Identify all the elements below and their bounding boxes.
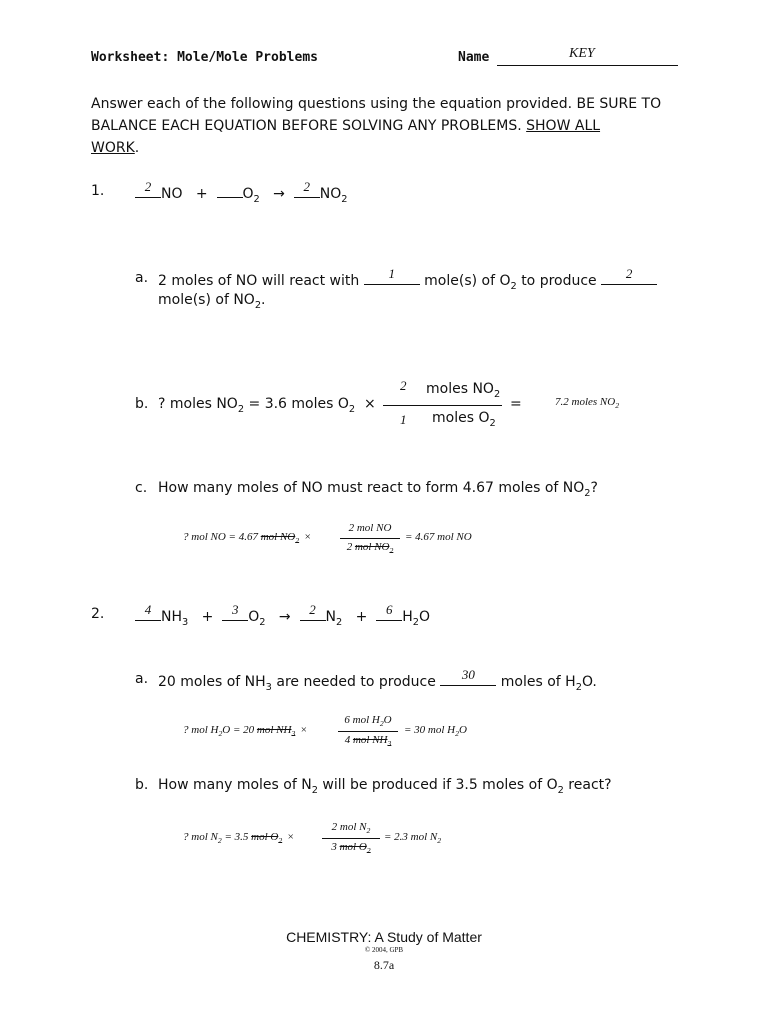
q1b-label: b. bbox=[135, 396, 149, 412]
q2b-question bbox=[158, 777, 612, 796]
q1a-answer-1: 1 bbox=[364, 270, 420, 285]
q2-species-2: O bbox=[248, 609, 260, 625]
q2a-den-coef: 4 bbox=[344, 734, 351, 746]
instructions-line-2-text: BALANCE EACH EQUATION BEFORE SOLVING ANY PROBLEMS. bbox=[91, 118, 527, 134]
q1b-mid-sub: 2 bbox=[348, 403, 356, 415]
q1b-fraction-bar bbox=[383, 405, 502, 406]
q2b-part-3: react? bbox=[568, 777, 612, 793]
q1-species-3-sub: 2 bbox=[341, 193, 348, 205]
q1c-den bbox=[340, 541, 400, 555]
q1b-result bbox=[555, 396, 619, 410]
q1c-num: 2 mol NO bbox=[348, 522, 392, 534]
q1a-no2-sub: 2 bbox=[254, 299, 262, 311]
q2-species-4: H bbox=[402, 609, 413, 625]
q2b-o2-sub: 2 bbox=[557, 784, 564, 796]
q2-species-3-sub: 2 bbox=[335, 616, 343, 628]
q1b-lhs-text: ? moles NO bbox=[158, 396, 238, 412]
q2-coef-4: 6 bbox=[376, 606, 402, 621]
q2a-den-strike: mol $NH_3$ bbox=[352, 734, 392, 749]
q2a-den bbox=[338, 734, 398, 748]
q1c-calc-strike: mol $NO_2$ bbox=[260, 531, 300, 546]
q2a-part-3: moles of H bbox=[500, 674, 576, 690]
q2b-num: 2 mol $N_2$ bbox=[331, 821, 371, 836]
q2a-result: = 30 mol $H_2O$ bbox=[404, 724, 467, 739]
name-label: Name bbox=[458, 50, 490, 65]
q2-coef-2: 3 bbox=[222, 606, 248, 621]
q2a-fraction-bar bbox=[338, 731, 398, 732]
q1-coef-2 bbox=[217, 183, 243, 198]
q1b-equals: = bbox=[510, 396, 522, 412]
q1c-label: c. bbox=[135, 480, 148, 496]
times-symbol: × bbox=[364, 396, 376, 412]
q1b-num-unit-text: moles NO bbox=[426, 381, 494, 397]
q1a-part-2: mole(s) of O bbox=[424, 273, 511, 289]
q1-species-2: O bbox=[242, 186, 254, 202]
q2b-den-coef: 3 bbox=[331, 841, 337, 853]
q1b-result-text: 7.2 moles NO bbox=[555, 396, 616, 408]
q2a-label: a. bbox=[135, 671, 149, 687]
plus-sign: + bbox=[195, 186, 208, 202]
q2a-h2o-sub: 2 bbox=[575, 681, 582, 693]
q1c-times: × bbox=[304, 531, 311, 543]
q1b-lhs bbox=[158, 396, 376, 415]
q1b-num-unit-sub: 2 bbox=[493, 388, 501, 400]
q2b-fraction-bar bbox=[322, 838, 380, 839]
q2b-calc-lhs: ? mol $N_2 = 3.5$ mol $O_2$ × bbox=[183, 831, 294, 846]
q1c-den-coef: 2 bbox=[346, 541, 353, 553]
q2-species-4-end: O bbox=[418, 609, 431, 625]
footer-title: CHEMISTRY: A Study of Matter bbox=[286, 929, 482, 945]
q1c-question-sub: 2 bbox=[584, 487, 591, 499]
q1c-fraction-bar bbox=[340, 538, 400, 539]
arrow-symbol: → bbox=[278, 609, 291, 625]
q2b-den-strike: mol $O_2$ bbox=[339, 841, 371, 856]
q2b-n2-sub: 2 bbox=[311, 784, 318, 796]
name-value: KEY bbox=[569, 46, 595, 61]
q1b-mid-text: = 3.6 moles O bbox=[248, 396, 349, 412]
instructions-period: . bbox=[134, 140, 140, 156]
q1-species-2-sub: 2 bbox=[253, 193, 260, 205]
q1-species-1: NO bbox=[161, 186, 183, 202]
q2b-calc-strike: mol $O_2$ bbox=[251, 831, 283, 846]
q1b-den-unit-sub: 2 bbox=[489, 417, 496, 429]
q2b-label: b. bbox=[135, 777, 149, 793]
q2b-times: × bbox=[287, 831, 294, 843]
q2-species-1: NH bbox=[161, 609, 182, 625]
q2-species-2-sub: 2 bbox=[259, 616, 266, 628]
q1-coef-1: 2 bbox=[135, 183, 161, 198]
q1-equation bbox=[135, 179, 348, 205]
q1c-question-text: How many moles of NO must react to form 4.67 moles of NO bbox=[158, 480, 585, 496]
q1a-text-line-2 bbox=[158, 292, 266, 311]
q2b-result: = 2.3 mol $N_2$ bbox=[384, 831, 442, 846]
instructions-line-2 bbox=[91, 118, 600, 134]
q1-number: 1. bbox=[91, 183, 105, 199]
q1c-calc-lhs-text: ? mol NO = 4.67 bbox=[183, 531, 258, 543]
q2-species-1-sub: 3 bbox=[182, 616, 189, 628]
q2b-part-2: will be produced if 3.5 moles of O bbox=[322, 777, 558, 793]
q1b-den-unit bbox=[432, 410, 496, 429]
q2b-part-1: How many moles of N bbox=[158, 777, 312, 793]
q2a-calc-lhs-text-2: O = 20 bbox=[222, 724, 255, 736]
instructions-line-1: Answer each of the following questions using the equation provided. BE SURE TO bbox=[91, 96, 662, 112]
q1a-part-3: to produce bbox=[521, 273, 597, 289]
q2-equation bbox=[135, 602, 431, 628]
footer-copyright: © 2004, GPB bbox=[364, 946, 404, 954]
q2-coef-1: 4 bbox=[135, 606, 161, 621]
q1a-label: a. bbox=[135, 270, 149, 286]
q1a-o2-sub: 2 bbox=[510, 280, 517, 292]
q1a-part-1: 2 moles of NO will react with bbox=[158, 273, 360, 289]
q2a-num: 6 mol $H_2O$ bbox=[344, 714, 392, 729]
q2a-part-2: are needed to produce bbox=[276, 674, 436, 690]
q2-species-3: N bbox=[325, 609, 336, 625]
q1a-part-4: mole(s) of NO bbox=[158, 292, 255, 308]
instructions-work: WORK bbox=[91, 140, 135, 156]
q1b-den-coef: 1 bbox=[400, 412, 407, 427]
q1a-end: . bbox=[261, 292, 266, 308]
q1c-calc-lhs bbox=[183, 531, 311, 545]
q1a-answer-2: 2 bbox=[601, 270, 657, 285]
q2a-part-1: 20 moles of NH bbox=[158, 674, 266, 690]
q1-coef-3: 2 bbox=[294, 183, 320, 198]
q2b-den bbox=[322, 841, 380, 855]
q2b-calc-lhs-text-2: = 3.5 bbox=[224, 831, 249, 843]
q2a-nh3-sub: 3 bbox=[265, 681, 272, 693]
q2a-calc-lhs-text: ? mol H bbox=[183, 724, 219, 736]
q1b-num-coef: 2 bbox=[400, 378, 407, 393]
plus-sign: + bbox=[355, 609, 368, 625]
q2a-calc-lhs: ? mol $H_2O = 20$ mol $NH_3$ × bbox=[183, 724, 308, 739]
q2b-calc-lhs-text: ? mol N bbox=[183, 831, 218, 843]
q2a-text bbox=[158, 667, 597, 693]
worksheet-title: Worksheet: Mole/Mole Problems bbox=[91, 50, 318, 65]
q2a-answer: 30 bbox=[440, 671, 496, 686]
q1b-lhs-sub: 2 bbox=[237, 403, 245, 415]
q1b-den-unit-text: moles O bbox=[432, 410, 490, 426]
footer-page-number: 8.7a bbox=[373, 958, 395, 972]
q2a-times: × bbox=[300, 724, 308, 736]
q2-coef-3: 2 bbox=[300, 606, 326, 621]
q1c-result: = 4.67 mol NO bbox=[405, 531, 472, 543]
name-field bbox=[497, 48, 678, 66]
q1-species-3: NO bbox=[319, 186, 342, 202]
instructions-line-3 bbox=[91, 140, 139, 156]
q1b-result-sub: 2 bbox=[615, 401, 620, 411]
q1c-question bbox=[158, 480, 598, 499]
q2a-calc-strike: mol $NH_3$ bbox=[256, 724, 296, 739]
q1c-question-end: ? bbox=[590, 480, 598, 496]
plus-sign: + bbox=[201, 609, 214, 625]
q2a-part-3-end: O. bbox=[581, 674, 597, 690]
q1a-text bbox=[158, 266, 657, 292]
q1b-num-unit bbox=[426, 381, 500, 400]
q2-number: 2. bbox=[91, 606, 105, 622]
instructions-show-all: SHOW ALL bbox=[526, 118, 601, 134]
arrow-symbol: → bbox=[273, 186, 285, 202]
q2-species-4-sub: 2 bbox=[412, 616, 419, 628]
q1c-den-strike: mol $NO_2$ bbox=[354, 541, 394, 556]
